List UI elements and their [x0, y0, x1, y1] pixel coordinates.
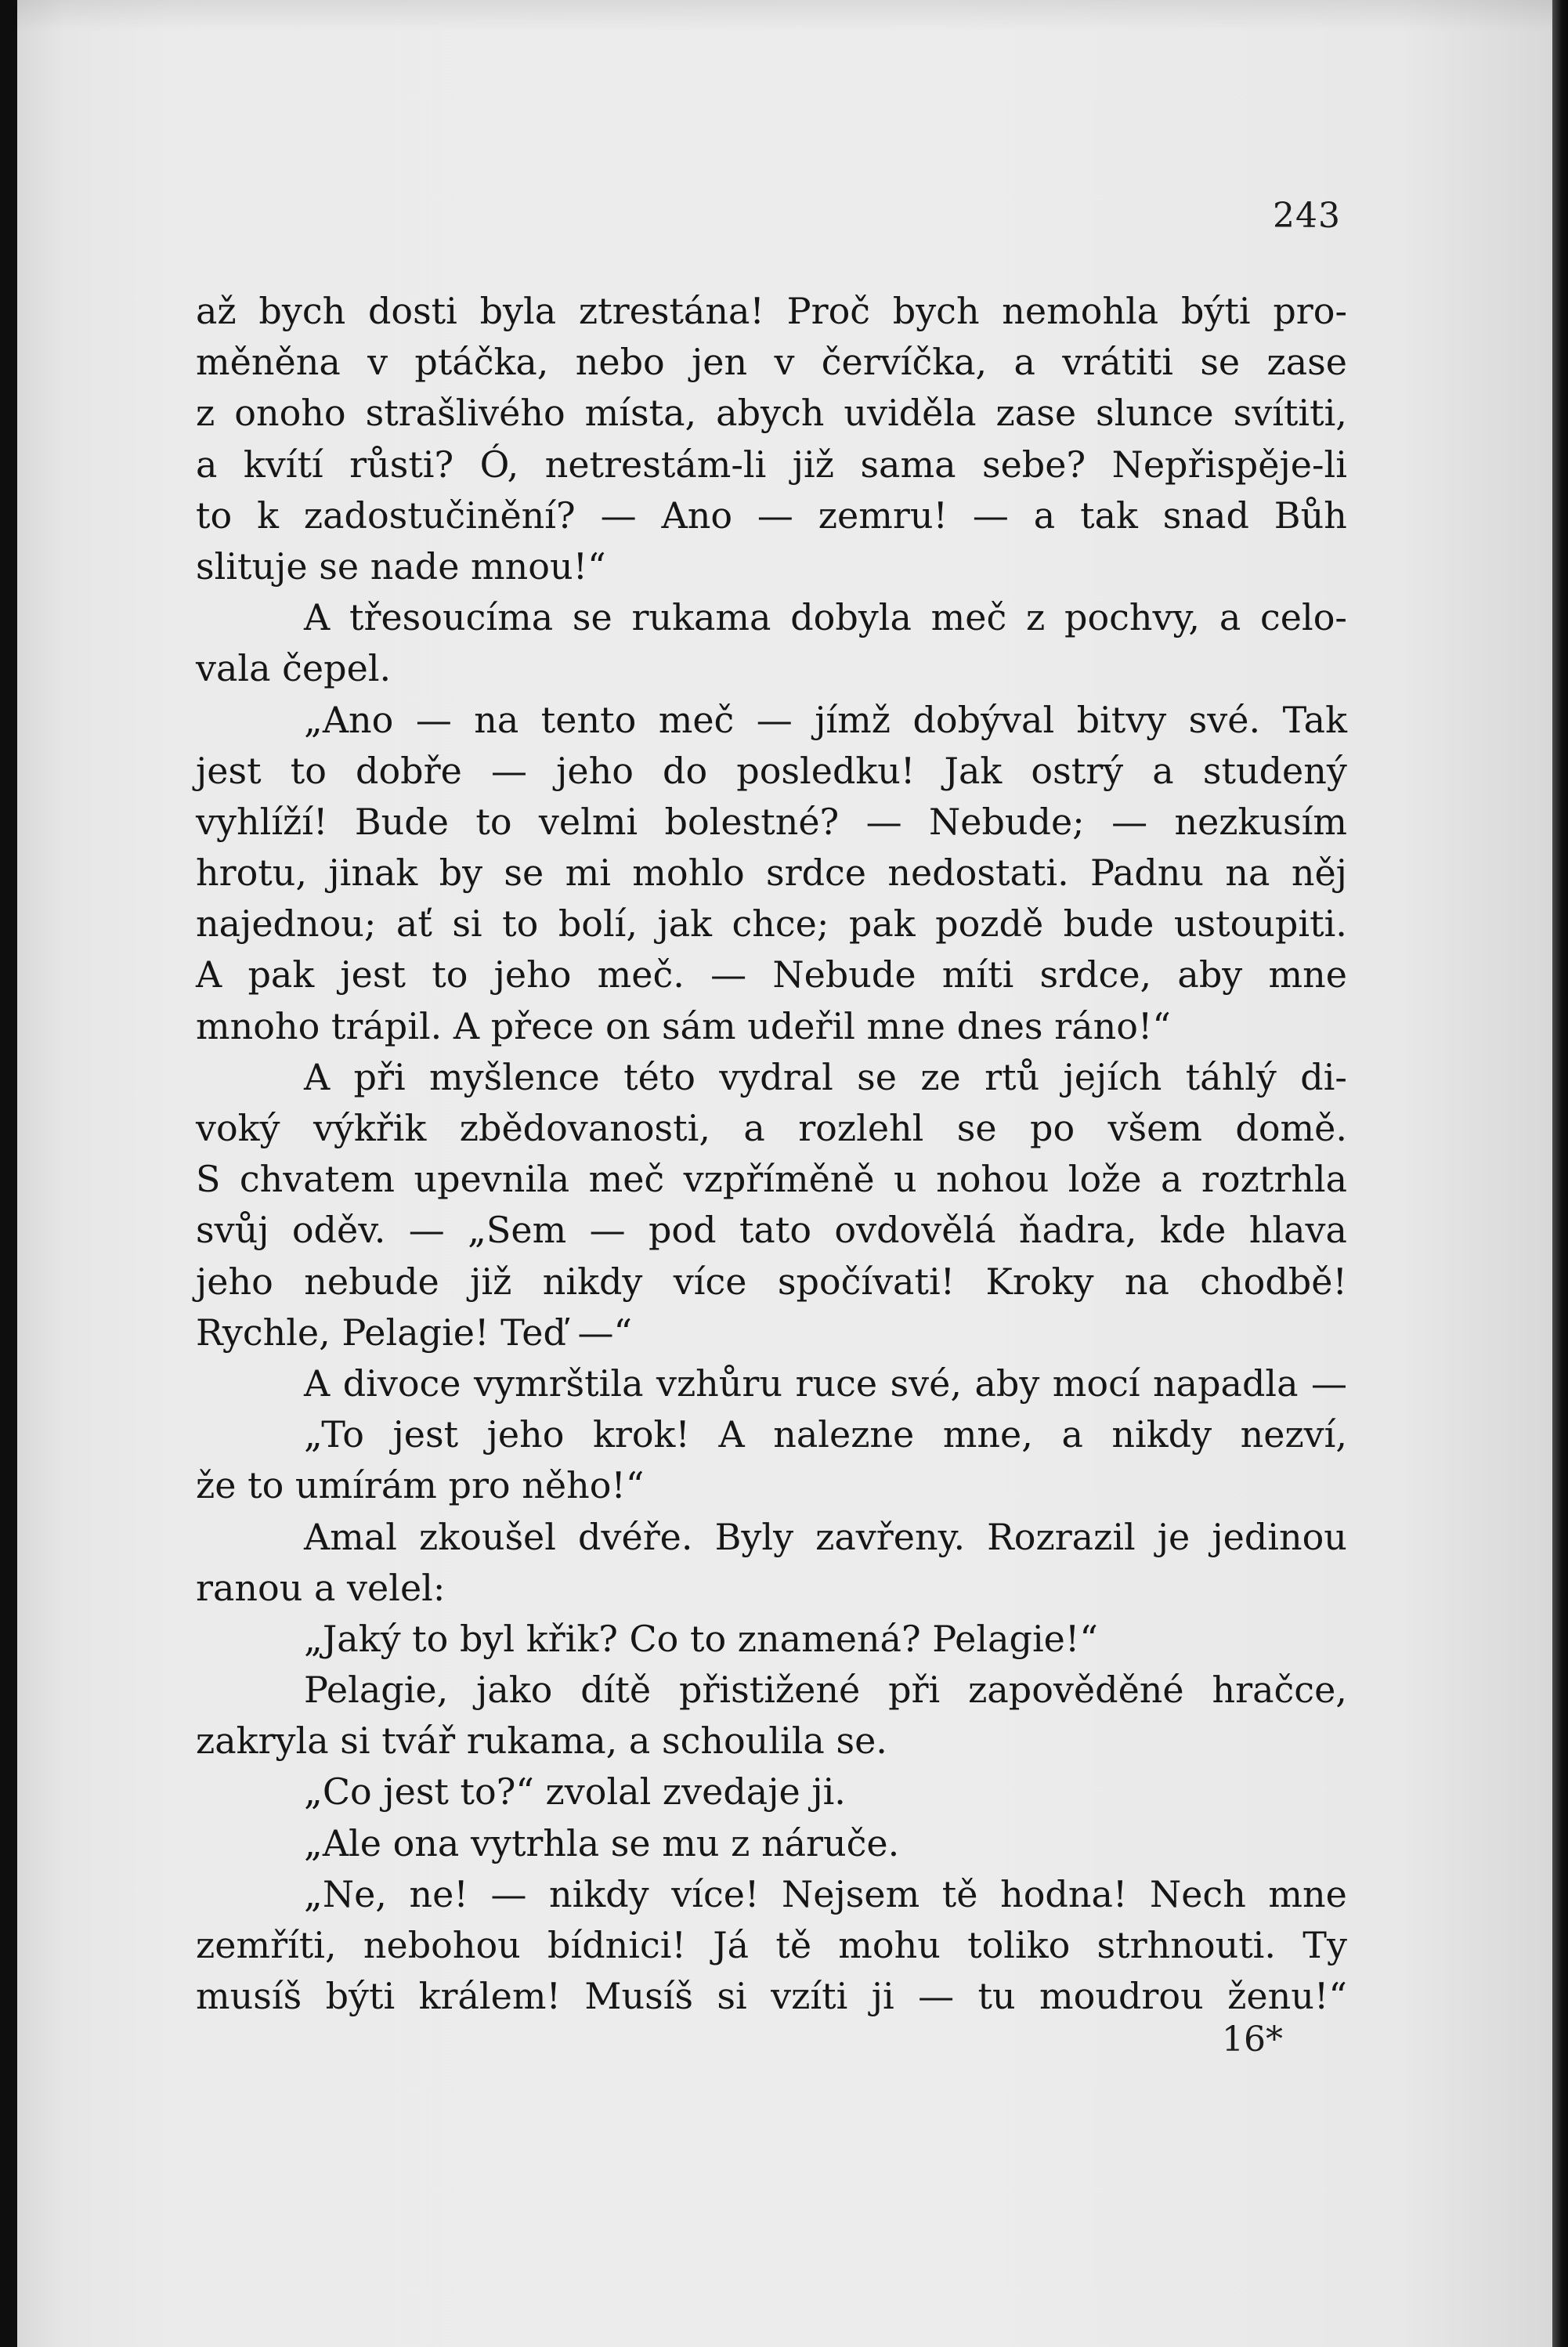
word: to [196, 494, 233, 537]
word: musíš [196, 1975, 302, 2018]
text-line [196, 899, 1347, 949]
word: z [196, 392, 215, 435]
word: strhnouti. [1097, 1924, 1277, 1966]
word: oděv. [291, 1209, 386, 1252]
word: ptáčka, [414, 341, 549, 384]
word: — [1311, 1362, 1347, 1405]
word: aby [1177, 953, 1243, 996]
word: myšlence [429, 1055, 600, 1098]
word: se [956, 1107, 997, 1149]
text-line [196, 848, 1347, 899]
word: aby [974, 1362, 1040, 1405]
word: ostrý [1031, 749, 1124, 792]
word: rozlehl [798, 1107, 924, 1149]
word: uviděla [844, 392, 977, 435]
text-line [196, 592, 1347, 643]
word: Ó, [479, 443, 519, 486]
word: bídnici! [547, 1924, 686, 1966]
text-line [196, 1971, 1347, 2022]
word: hračce, [1212, 1669, 1347, 1712]
word: v [774, 341, 795, 384]
word: nikdy [542, 1260, 643, 1303]
signature-mark: 16* [1222, 2020, 1283, 2060]
word: Ano [661, 494, 733, 537]
word: — [756, 698, 793, 741]
word: měněna [196, 341, 341, 384]
text-line-content: slituje se nade mnou!“ [196, 544, 606, 588]
word: ženu!“ [1227, 1975, 1347, 2018]
word: netrestám-li [544, 443, 767, 486]
word: vrátiti [1062, 341, 1174, 384]
word: srdce, [1039, 953, 1152, 996]
word: — [490, 749, 527, 792]
word: nikdy [549, 1872, 649, 1915]
word: velmi [538, 800, 638, 843]
word: jak [657, 902, 713, 946]
word: Byly [714, 1515, 794, 1558]
word: meč. [597, 953, 685, 996]
word: ať [396, 902, 432, 946]
book-page [17, 0, 1552, 2347]
word: růsti? [349, 443, 454, 486]
word: je [1157, 1515, 1190, 1558]
word: Nepřispěje-li [1111, 443, 1347, 486]
text-line [196, 1307, 1347, 1358]
word: zase [1266, 341, 1347, 384]
word: pak [848, 902, 916, 946]
word: nezkusím [1174, 800, 1347, 843]
word: na [1225, 852, 1270, 895]
text-line [196, 1665, 1347, 1716]
word: nedostati. [887, 852, 1069, 895]
word: pod [648, 1209, 717, 1252]
word: býti [325, 1975, 396, 2018]
word: meč [930, 596, 1007, 639]
word: již [470, 1260, 512, 1303]
word: Nejsem [782, 1872, 920, 1915]
word: vyhlíží! [196, 800, 328, 843]
word: mne [1268, 1872, 1347, 1915]
page-top-shade [17, 0, 1552, 31]
word: až [196, 290, 237, 332]
page-number: 243 [1273, 196, 1341, 236]
text-line [196, 1001, 1347, 1052]
word: Tak [1282, 698, 1347, 741]
word: u [894, 1158, 917, 1201]
word: — [589, 1209, 626, 1252]
word: mne [1268, 953, 1347, 996]
word: ňadra, [1018, 1209, 1137, 1252]
word: dosti [367, 290, 457, 332]
word: ji [871, 1975, 894, 2018]
text-line [196, 1818, 1347, 1869]
text-line [196, 1460, 1347, 1511]
word: — [415, 698, 452, 741]
word: se [572, 596, 612, 639]
text-line-content: vala čepel. [196, 647, 392, 690]
word: táhlý [1185, 1055, 1277, 1098]
text-line [196, 797, 1347, 848]
word: na [1124, 1260, 1169, 1303]
word: voký [196, 1107, 280, 1149]
word: A [304, 1055, 331, 1098]
word: se [857, 1055, 897, 1098]
word: hodna! [1000, 1872, 1128, 1915]
word: Proč [786, 290, 871, 332]
word: divoce [342, 1362, 461, 1405]
word: býti [1180, 290, 1251, 332]
word: svítiti, [1233, 392, 1347, 435]
word: — [918, 1975, 955, 2018]
word: a [1013, 341, 1035, 384]
text-line [196, 1052, 1347, 1103]
word: bitvy [1076, 698, 1167, 741]
text-line-content: „Co jest to?“ zvolal zvedaje ji. [304, 1770, 846, 1814]
word: své. [1188, 698, 1261, 741]
word: bude [1063, 902, 1154, 946]
word: Kroky [985, 1260, 1094, 1303]
word: si [452, 902, 482, 946]
word: „Ano [304, 698, 394, 741]
word: a [1152, 749, 1174, 792]
word: ustoupiti. [1173, 902, 1347, 946]
word: jeho [196, 1260, 273, 1303]
word: se [504, 852, 544, 895]
word: a [1033, 494, 1056, 537]
text-line [196, 439, 1347, 490]
word: dobyla [790, 596, 912, 639]
word: již [792, 443, 835, 486]
text-line [196, 1767, 1347, 1817]
word: a [1219, 596, 1241, 639]
word: „To [304, 1413, 364, 1456]
word: byla [479, 290, 557, 332]
word: nezví, [1240, 1413, 1347, 1456]
text-line [196, 1409, 1347, 1460]
word: tento [540, 698, 637, 741]
text-line [196, 1716, 1347, 1767]
word: bolestné? [664, 800, 840, 843]
word: dobře [356, 749, 462, 792]
word: na [474, 698, 519, 741]
word: chce; [732, 902, 829, 946]
word: se [1200, 341, 1241, 384]
word: nikdy [1111, 1413, 1212, 1456]
word: jedinou [1212, 1515, 1347, 1558]
word: krok! [592, 1413, 690, 1456]
text-line-content: „Jaký to byl křik? Co to znamená? Pelagie!“ [304, 1617, 1098, 1660]
word: po [1030, 1107, 1075, 1149]
word: pro- [1273, 290, 1347, 332]
word: jeho [556, 749, 634, 792]
word: své, [890, 1362, 963, 1405]
word: abych [716, 392, 825, 435]
word: tato [739, 1209, 812, 1252]
word: tu [977, 1975, 1016, 2018]
word: najednou; [196, 902, 377, 946]
word: by [439, 852, 483, 895]
word: — [408, 1209, 445, 1252]
word: slunce [1096, 392, 1214, 435]
word: do [663, 749, 708, 792]
word: ovdovělá [834, 1209, 996, 1252]
word: „Sem [468, 1209, 567, 1252]
word: místa, [584, 392, 697, 435]
word: strašlivého [365, 392, 565, 435]
word: kvítí [243, 443, 323, 486]
word: rukama [631, 596, 771, 639]
text-line [196, 1563, 1347, 1614]
text-line-content: mnoho trápil. A přece on sám udeřil mne dnes ráno!“ [196, 1004, 1171, 1047]
text-line [196, 1920, 1347, 1971]
word: to [502, 902, 539, 946]
text-line-content: že to umírám pro něho!“ [196, 1464, 645, 1507]
word: S [196, 1158, 221, 1201]
text-line [196, 695, 1347, 746]
word: di- [1300, 1055, 1347, 1098]
word: dobýval [912, 698, 1055, 741]
text-line [196, 337, 1347, 388]
text-line [196, 1103, 1347, 1154]
word: nemohla [1002, 290, 1159, 332]
word: Nech [1149, 1872, 1246, 1915]
word: dítě [580, 1669, 652, 1712]
text-line-content: „Ale ona vytrhla se mu z náruče. [304, 1821, 900, 1864]
text-line [196, 1358, 1347, 1409]
word: zase [995, 392, 1077, 435]
word: Já [713, 1924, 750, 1966]
word: ze [920, 1055, 961, 1098]
word: chvatem [239, 1158, 396, 1201]
word: posledku! [736, 749, 916, 792]
word: svůj [196, 1209, 269, 1252]
word: Bude [354, 800, 449, 843]
word: nohou [936, 1158, 1050, 1201]
word: roztrhla [1201, 1158, 1347, 1201]
word: spočívati! [777, 1260, 956, 1303]
word: — [865, 800, 902, 843]
word: pozdě [935, 902, 1044, 946]
word: A [304, 596, 331, 639]
word: králem! [418, 1975, 561, 2018]
word: a [1161, 1158, 1183, 1201]
word: — [710, 953, 747, 996]
word: vzhůru [656, 1362, 783, 1405]
word: kde [1159, 1209, 1227, 1252]
word: „Ne, [304, 1872, 387, 1915]
word: nebo [575, 341, 665, 384]
word: A [196, 953, 222, 996]
word: a [1061, 1413, 1083, 1456]
word: moudrou [1039, 1975, 1204, 2018]
word: třesoucíma [349, 596, 554, 639]
word: jest [392, 1413, 459, 1456]
word: Ty [1302, 1924, 1347, 1966]
word: něj [1291, 852, 1347, 895]
word: Bůh [1274, 494, 1347, 537]
word: dvéře. [578, 1515, 693, 1558]
word: mohlo [632, 852, 745, 895]
word: Amal [304, 1515, 397, 1558]
text-line [196, 643, 1347, 694]
word: jako [476, 1669, 553, 1712]
word: bolí, [558, 902, 638, 946]
word: A [304, 1362, 331, 1405]
word: při [888, 1669, 941, 1712]
word: srdce [766, 852, 867, 895]
word: zemříti, [196, 1924, 337, 1966]
word: si [717, 1975, 747, 2018]
text-line [196, 490, 1347, 541]
text-line [196, 286, 1347, 337]
text-line [196, 746, 1347, 797]
word: a [743, 1107, 765, 1149]
word: vzpříměně [683, 1158, 875, 1201]
text-line-content: Rychle, Pelagie! Teď —“ [196, 1311, 633, 1354]
word: pak [247, 953, 315, 996]
word: jímž [815, 698, 891, 741]
word: Nebude; [928, 800, 1085, 843]
text-line [196, 1205, 1347, 1256]
word: toliko [967, 1924, 1071, 1966]
word: jejích [1063, 1055, 1162, 1098]
word: Padnu [1090, 852, 1205, 895]
word: jest [340, 953, 406, 996]
word: snad [1162, 494, 1249, 537]
word: pochvy, [1064, 596, 1201, 639]
word: Musíš [584, 1975, 694, 2018]
word: lože [1068, 1158, 1142, 1201]
word: mocí [1052, 1362, 1140, 1405]
scan-right-edge [1552, 0, 1568, 2347]
word: celo- [1260, 596, 1347, 639]
word: meč [588, 1158, 665, 1201]
word: mne, [942, 1413, 1033, 1456]
word: hrotu, [196, 852, 308, 895]
word: více [673, 1260, 747, 1303]
word: — [600, 494, 637, 537]
word: všem [1107, 1107, 1202, 1149]
word: onoho [234, 392, 346, 435]
word: v [367, 341, 388, 384]
word: více! [671, 1872, 760, 1915]
text-line [196, 1154, 1347, 1205]
word: ruce [795, 1362, 878, 1405]
word: jen [692, 341, 748, 384]
word: zadostučinění? [303, 494, 576, 537]
word: tě [941, 1872, 978, 1915]
text-line [196, 388, 1347, 439]
word: při [353, 1055, 406, 1098]
word: vymrštila [473, 1362, 644, 1405]
word: jeho [486, 1413, 565, 1456]
word: z [1026, 596, 1046, 639]
word: mohu [838, 1924, 941, 1966]
word: nalezne [773, 1413, 915, 1456]
text-line [196, 541, 1347, 592]
word: této [623, 1055, 695, 1098]
word: ztrestána! [578, 290, 764, 332]
word: jeho [493, 953, 572, 996]
word: to [290, 749, 327, 792]
scan-left-edge [0, 0, 17, 2347]
word: jest [196, 749, 262, 792]
word: — [757, 494, 793, 537]
word: Nebude [772, 953, 916, 996]
word: Jak [944, 749, 1003, 792]
text-line [196, 949, 1347, 1000]
word: bych [892, 290, 980, 332]
word: a [196, 443, 218, 486]
text-line-content: zakryla si tvář rukama, a schoulila se. [196, 1720, 887, 1763]
text-line [196, 1869, 1347, 1920]
word: — [972, 494, 1009, 537]
word: zkoušel [419, 1515, 556, 1558]
word: ne! [409, 1872, 468, 1915]
word: — [490, 1872, 527, 1915]
text-line [196, 1614, 1347, 1665]
word: bych [258, 290, 346, 332]
text-line-content: ranou a velel: [196, 1566, 446, 1609]
word: to [432, 953, 468, 996]
word: výkřik [313, 1107, 427, 1149]
word: studený [1202, 749, 1347, 792]
text-line [196, 1257, 1347, 1307]
word: nebude [304, 1260, 439, 1303]
word: rtů [985, 1055, 1040, 1098]
text-line [196, 1512, 1347, 1563]
word: jinak [328, 852, 418, 895]
word: Rozrazil [987, 1515, 1136, 1558]
word: chodbě! [1200, 1260, 1347, 1303]
word: tak [1080, 494, 1138, 537]
word: hlava [1248, 1209, 1347, 1252]
word: přistižené [678, 1669, 861, 1712]
word: vzíti [771, 1975, 848, 2018]
word: zemru! [818, 494, 948, 537]
word: sama [860, 443, 956, 486]
word: zapověděné [968, 1669, 1184, 1712]
word: Pelagie, [304, 1669, 449, 1712]
word: vydral [719, 1055, 833, 1098]
body-text [196, 286, 1347, 2022]
word: napadla [1153, 1362, 1299, 1405]
word: zbědovanosti, [459, 1107, 710, 1149]
word: upevnila [414, 1158, 570, 1201]
word: tě [775, 1924, 812, 1966]
word: A [718, 1413, 745, 1456]
word: domě. [1235, 1107, 1347, 1149]
word: to [475, 800, 512, 843]
word: červíčka, [821, 341, 988, 384]
word: nebohou [363, 1924, 521, 1966]
word: — [1111, 800, 1148, 843]
word: mi [565, 852, 611, 895]
word: sebe? [981, 443, 1086, 486]
word: meč [658, 698, 735, 741]
word: k [257, 494, 279, 537]
word: míti [941, 953, 1014, 996]
word: zavřeny. [815, 1515, 966, 1558]
